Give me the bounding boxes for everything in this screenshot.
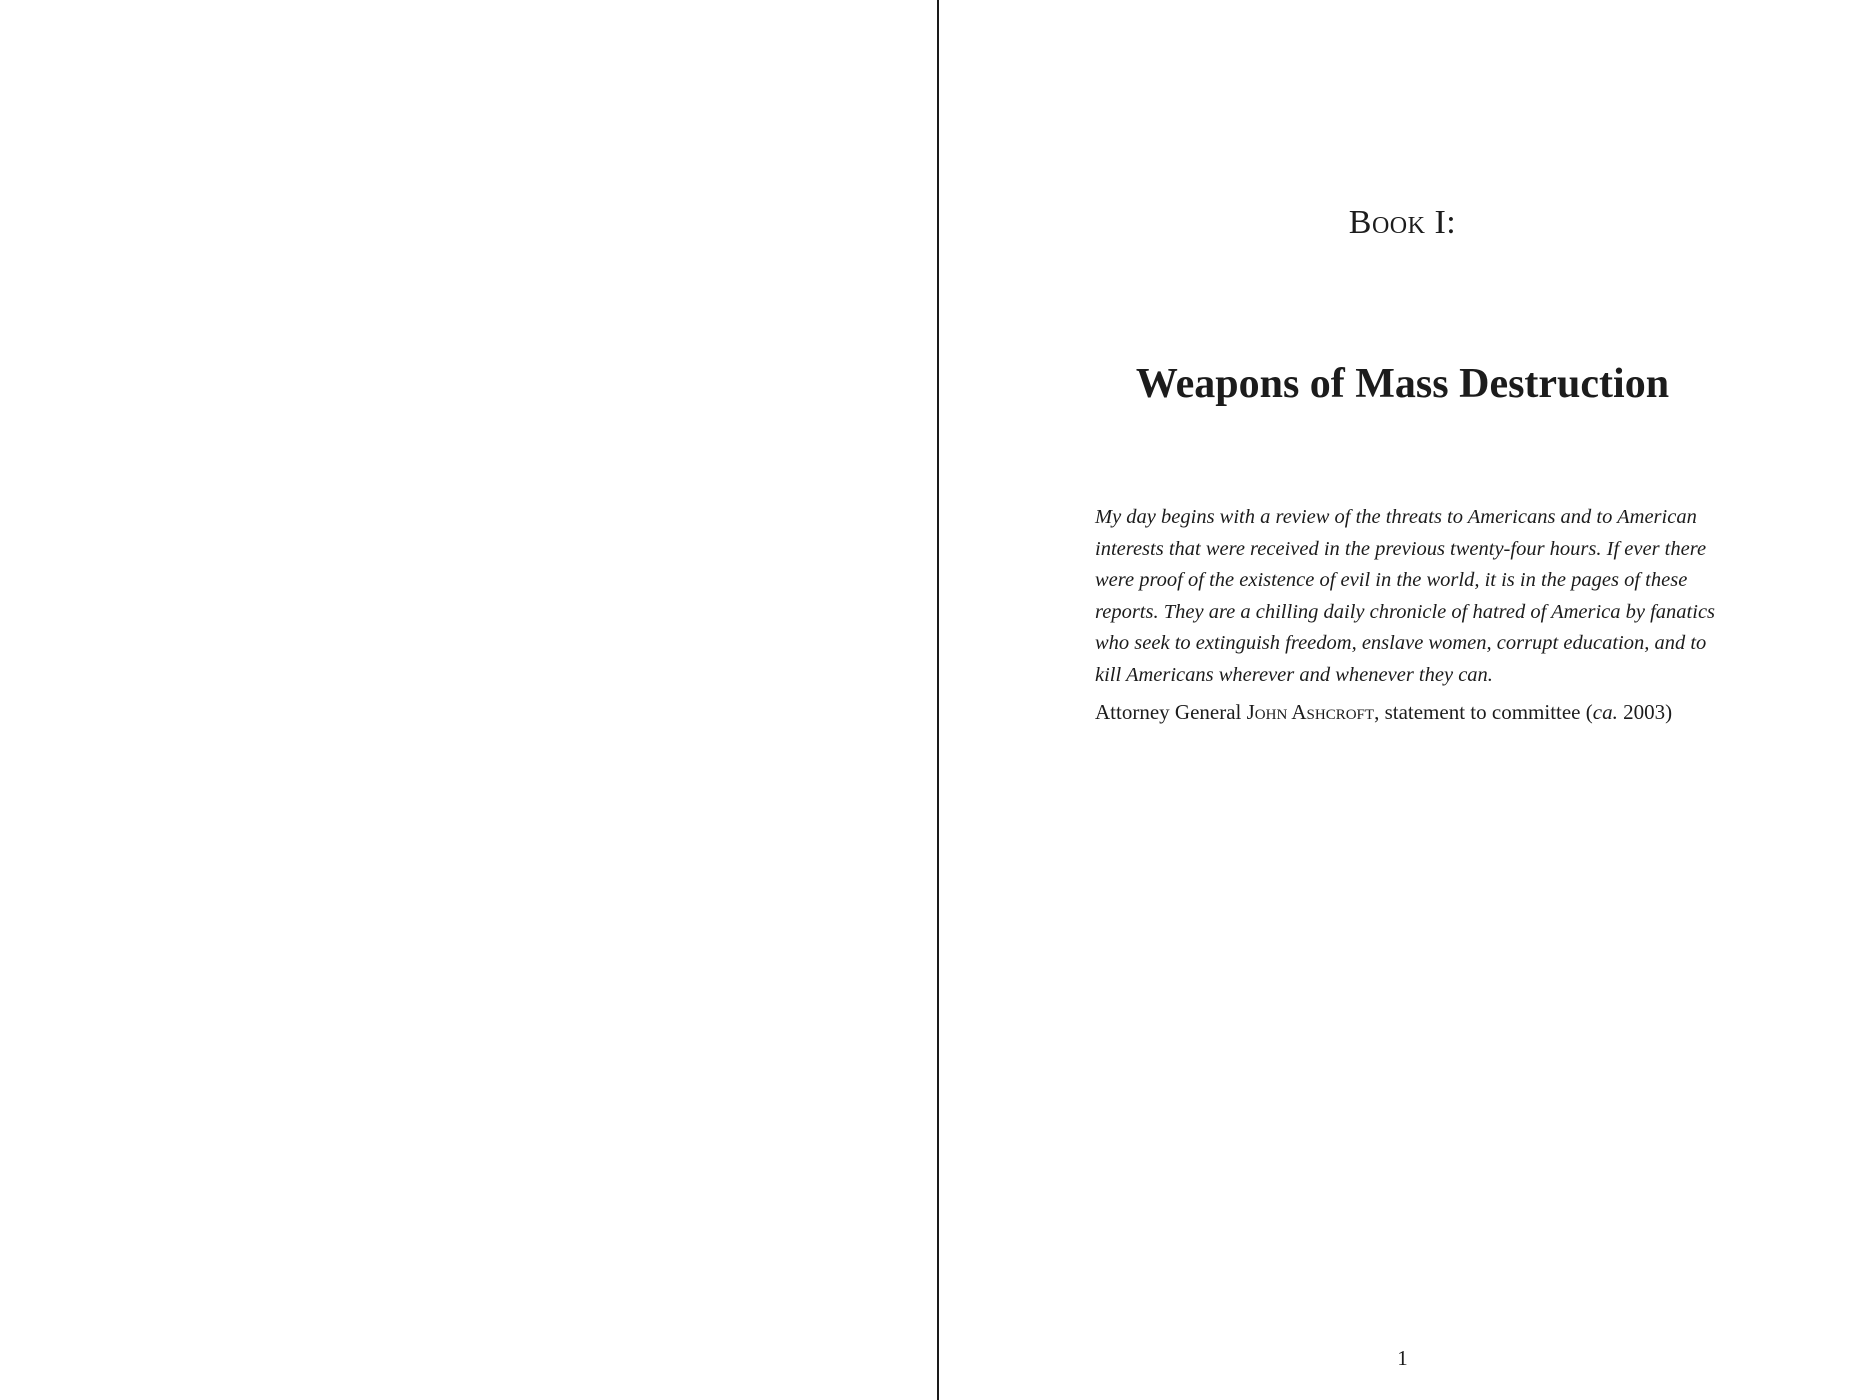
- chapter-title: Weapons of Mass Destruction: [1135, 361, 1670, 407]
- page-number: 1: [1397, 1346, 1408, 1370]
- attribution-circa: ca.: [1592, 700, 1618, 724]
- book-label: Book I:: [1348, 204, 1457, 241]
- right-page: [939, 0, 1866, 1400]
- attribution-suffix: 2003): [1617, 700, 1673, 724]
- epigraph-quote: My day begins with a review of the threats to Americans and to American interests that were received in the previous twenty-four hours. If ever there were proof of the existence of evil in the world, it is in the pages of these reports. They are a chilling daily chronicle of hatred of America by fanatics who seek to extinguish freedom, enslave women, corrupt education, and to kill Americans wherever and whenever they can.: [1095, 506, 1716, 686]
- attribution-author-name: John Ashcroft: [1246, 700, 1375, 724]
- attribution-middle: , statement to committee (: [1374, 700, 1593, 724]
- epigraph-attribution: [1095, 698, 1735, 726]
- attribution-prefix: Attorney General: [1095, 700, 1247, 724]
